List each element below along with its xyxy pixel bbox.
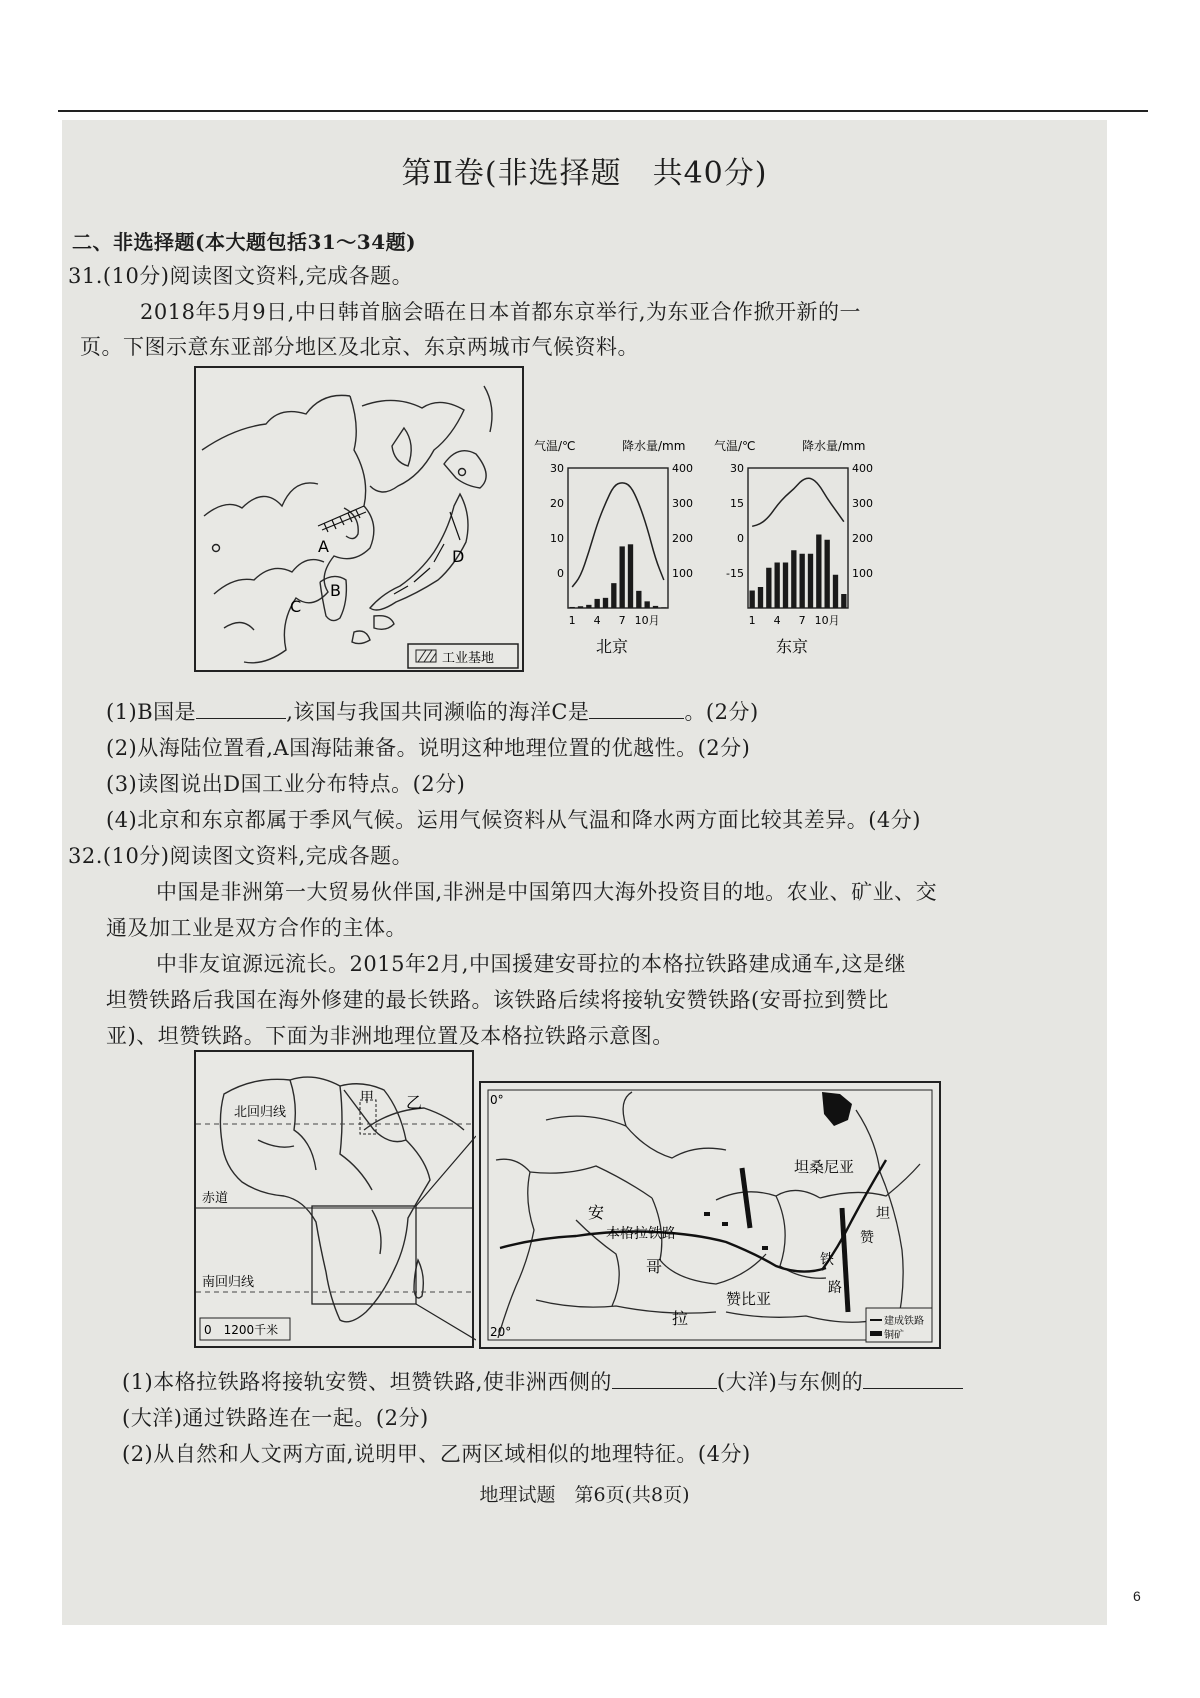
beijing-precip-bar bbox=[603, 598, 608, 608]
tokyo-precip-axis-label: 降水量/mm bbox=[802, 439, 866, 453]
beijing-temp-tick-label: 30 bbox=[550, 462, 564, 475]
tokyo-precip-bar bbox=[833, 575, 838, 608]
beijing-precip-tick-label: 200 bbox=[672, 532, 693, 545]
exam-sheet bbox=[62, 120, 1107, 1625]
beijing-month-tick-label: 10月 bbox=[634, 614, 660, 627]
tokyo-precip-bar bbox=[825, 540, 830, 608]
q31-sub1: (1)B国是 ,该国与我国共同濒临的海洋C是 。(2分) bbox=[106, 700, 759, 724]
beijing-precip-bar bbox=[653, 606, 658, 608]
africa-location-map bbox=[194, 1050, 476, 1350]
top-rule bbox=[58, 110, 1148, 112]
beijing-month-tick-label: 1 bbox=[568, 614, 576, 627]
tokyo-precip-bar bbox=[758, 587, 763, 608]
q32-stem: 32.(10分)阅读图文资料,完成各题。 bbox=[68, 844, 414, 868]
map-label-d: D bbox=[452, 547, 465, 566]
q32-sub2: (2)从自然和人文两方面,说明甲、乙两区域相似的地理特征。(4分) bbox=[122, 1442, 751, 1466]
q32-sub1-cont: (大洋)通过铁路连在一起。(2分) bbox=[122, 1406, 429, 1430]
latitude-20-label: 20° bbox=[490, 1325, 512, 1339]
beijing-precip-bar bbox=[611, 583, 616, 608]
beijing-precip-tick-label: 300 bbox=[672, 497, 693, 510]
answer-blank-sea-c[interactable] bbox=[589, 700, 684, 719]
tropic-of-capricorn-label: 南回归线 bbox=[202, 1275, 255, 1290]
tokyo-precip-tick-label: 200 bbox=[852, 532, 873, 545]
beijing-temp-tick-label: 10 bbox=[550, 532, 564, 545]
zambia-label: 赞比亚 bbox=[726, 1290, 772, 1308]
page-title: 第Ⅱ卷(非选择题 共40分) bbox=[401, 156, 768, 191]
beijing-precip-bar bbox=[636, 591, 641, 608]
beijing-precip-tick-label: 400 bbox=[672, 462, 693, 475]
q32-sub1: (1)本格拉铁路将接轨安赞、坦赞铁路,使非洲西侧的 (大洋)与东侧的 bbox=[122, 1366, 963, 1396]
tanzam-char-lu: 路 bbox=[828, 1280, 842, 1296]
tokyo-chart-title: 东京 bbox=[776, 637, 809, 656]
q31-sub2: (2)从海陆位置看,A国海陆兼备。说明这种地理位置的优越性。(2分) bbox=[106, 736, 751, 760]
beijing-precip-bar bbox=[661, 607, 666, 608]
q31-sub3: (3)读图说出D国工业分布特点。(2分) bbox=[106, 772, 466, 796]
q32-para-1a: 中国是非洲第一大贸易伙伴国,非洲是中国第四大海外投资目的地。农业、矿业、交 bbox=[156, 880, 938, 904]
legend-railway-label: 建成铁路 bbox=[884, 1316, 924, 1327]
q31-para-1: 2018年5月9日,中日韩首脑会晤在日本首都东京举行,为东亚合作掀开新的一 bbox=[140, 300, 862, 324]
tokyo-climate-chart bbox=[714, 438, 914, 668]
country-angola-char2: 哥 bbox=[646, 1257, 663, 1276]
tokyo-precip-bar bbox=[783, 563, 788, 609]
latitude-0-label: 0° bbox=[490, 1093, 504, 1107]
tokyo-precip-bar bbox=[775, 563, 780, 609]
page-number: 6 bbox=[1133, 1588, 1141, 1604]
tokyo-precip-tick-label: 100 bbox=[852, 567, 873, 580]
tokyo-temp-tick-label: -15 bbox=[726, 567, 744, 580]
tokyo-temp-axis-label: 气温/℃ bbox=[714, 439, 756, 453]
beijing-precip-axis-label: 降水量/mm bbox=[622, 439, 686, 453]
map-label-a: A bbox=[318, 537, 329, 556]
tokyo-month-tick-label: 10月 bbox=[814, 614, 840, 627]
tokyo-precip-bar bbox=[791, 550, 796, 608]
section-heading: 二、非选择题(本大题包括31～34题) bbox=[72, 230, 417, 254]
page-footer: 地理试题 第6页(共8页) bbox=[479, 1484, 690, 1506]
region-jia-label: 甲 bbox=[360, 1090, 374, 1106]
beijing-precip-bar bbox=[595, 599, 600, 608]
beijing-precip-bar bbox=[628, 544, 633, 608]
q32-para-1b: 通及加工业是双方合作的主体。 bbox=[106, 916, 407, 940]
country-angola-char1: 安 bbox=[588, 1203, 605, 1222]
tokyo-precip-bar bbox=[816, 535, 821, 609]
tokyo-month-tick-label: 7 bbox=[798, 614, 806, 627]
beijing-temp-axis-label: 气温/℃ bbox=[534, 439, 576, 453]
q32-para-2a: 中非友谊源远流长。2015年2月,中国援建安哥拉的本格拉铁路建成通车,这是继 bbox=[156, 952, 907, 976]
tokyo-temp-tick-label: 15 bbox=[730, 497, 744, 510]
q31-para-2: 页。下图示意东亚部分地区及北京、东京两城市气候资料。 bbox=[80, 335, 639, 359]
beijing-climate-chart bbox=[534, 438, 734, 668]
tokyo-precip-tick-label: 400 bbox=[852, 462, 873, 475]
country-angola-char3: 拉 bbox=[672, 1309, 689, 1328]
beijing-precip-bar bbox=[578, 606, 583, 608]
beijing-precip-bar bbox=[645, 601, 650, 608]
q32-para-2b: 坦赞铁路后我国在海外修建的最长铁路。该铁路后续将接轨安赞铁路(安哥拉到赞比 bbox=[106, 988, 889, 1012]
svg-text:0 1200千米: 0 1200千米 bbox=[204, 1323, 279, 1337]
beijing-precip-tick-label: 100 bbox=[672, 567, 693, 580]
tanzania-label: 坦桑尼亚 bbox=[794, 1158, 855, 1176]
tokyo-precip-tick-label: 300 bbox=[852, 497, 873, 510]
tanzam-char-tie: 铁 bbox=[820, 1252, 834, 1268]
benguela-railway-map bbox=[476, 1080, 944, 1352]
q31-sub4: (4)北京和东京都属于季风气候。运用气候资料从气温和降水两方面比较其差异。(4分) bbox=[106, 808, 921, 832]
beijing-temp-tick-label: 20 bbox=[550, 497, 564, 510]
answer-blank-east-ocean[interactable] bbox=[863, 1370, 963, 1389]
answer-blank-west-ocean[interactable] bbox=[612, 1370, 717, 1389]
map-legend bbox=[408, 644, 518, 668]
beijing-chart-title: 北京 bbox=[596, 637, 629, 656]
tokyo-month-tick-label: 1 bbox=[748, 614, 756, 627]
equator-label: 赤道 bbox=[202, 1191, 229, 1206]
tokyo-precip-bar bbox=[800, 554, 805, 608]
tokyo-temp-tick-label: 0 bbox=[737, 532, 744, 545]
beijing-temperature-curve bbox=[572, 483, 664, 587]
map-legend-label: 工业基地 bbox=[442, 651, 495, 666]
tokyo-precip-bar bbox=[750, 591, 755, 609]
tokyo-precip-bar bbox=[766, 568, 771, 608]
beijing-precip-bar bbox=[620, 546, 625, 608]
tanzam-char-zan: 赞 bbox=[860, 1230, 874, 1246]
q32-para-2c: 亚)、坦赞铁路。下面为非洲地理位置及本格拉铁路示意图。 bbox=[106, 1024, 674, 1048]
tokyo-precip-bar bbox=[808, 554, 813, 608]
answer-blank-b-country[interactable] bbox=[196, 700, 286, 719]
beijing-month-tick-label: 7 bbox=[618, 614, 626, 627]
tropic-of-cancer-label: 北回归线 bbox=[234, 1105, 287, 1120]
tokyo-temp-tick-label: 30 bbox=[730, 462, 744, 475]
africa-scale-bar bbox=[200, 1318, 290, 1340]
tanzam-char-tan: 坦 bbox=[876, 1206, 890, 1222]
tokyo-temperature-curve bbox=[752, 478, 844, 526]
east-asia-map bbox=[194, 366, 526, 674]
legend-copper-label: 铜矿 bbox=[884, 1330, 904, 1341]
beijing-month-tick-label: 4 bbox=[593, 614, 601, 627]
tokyo-month-tick-label: 4 bbox=[773, 614, 781, 627]
map-label-c: C bbox=[290, 597, 302, 616]
benguela-railway-label: 本格拉铁路 bbox=[606, 1226, 676, 1242]
tokyo-precip-bar bbox=[841, 594, 846, 608]
beijing-temp-tick-label: 0 bbox=[557, 567, 564, 580]
beijing-precip-bar bbox=[570, 607, 575, 608]
beijing-precip-bar bbox=[586, 605, 591, 608]
map-label-b: B bbox=[330, 581, 341, 600]
railway-map-legend bbox=[866, 1308, 932, 1342]
region-yi-label: 乙 bbox=[406, 1093, 423, 1112]
q31-stem: 31.(10分)阅读图文资料,完成各题。 bbox=[68, 264, 414, 288]
